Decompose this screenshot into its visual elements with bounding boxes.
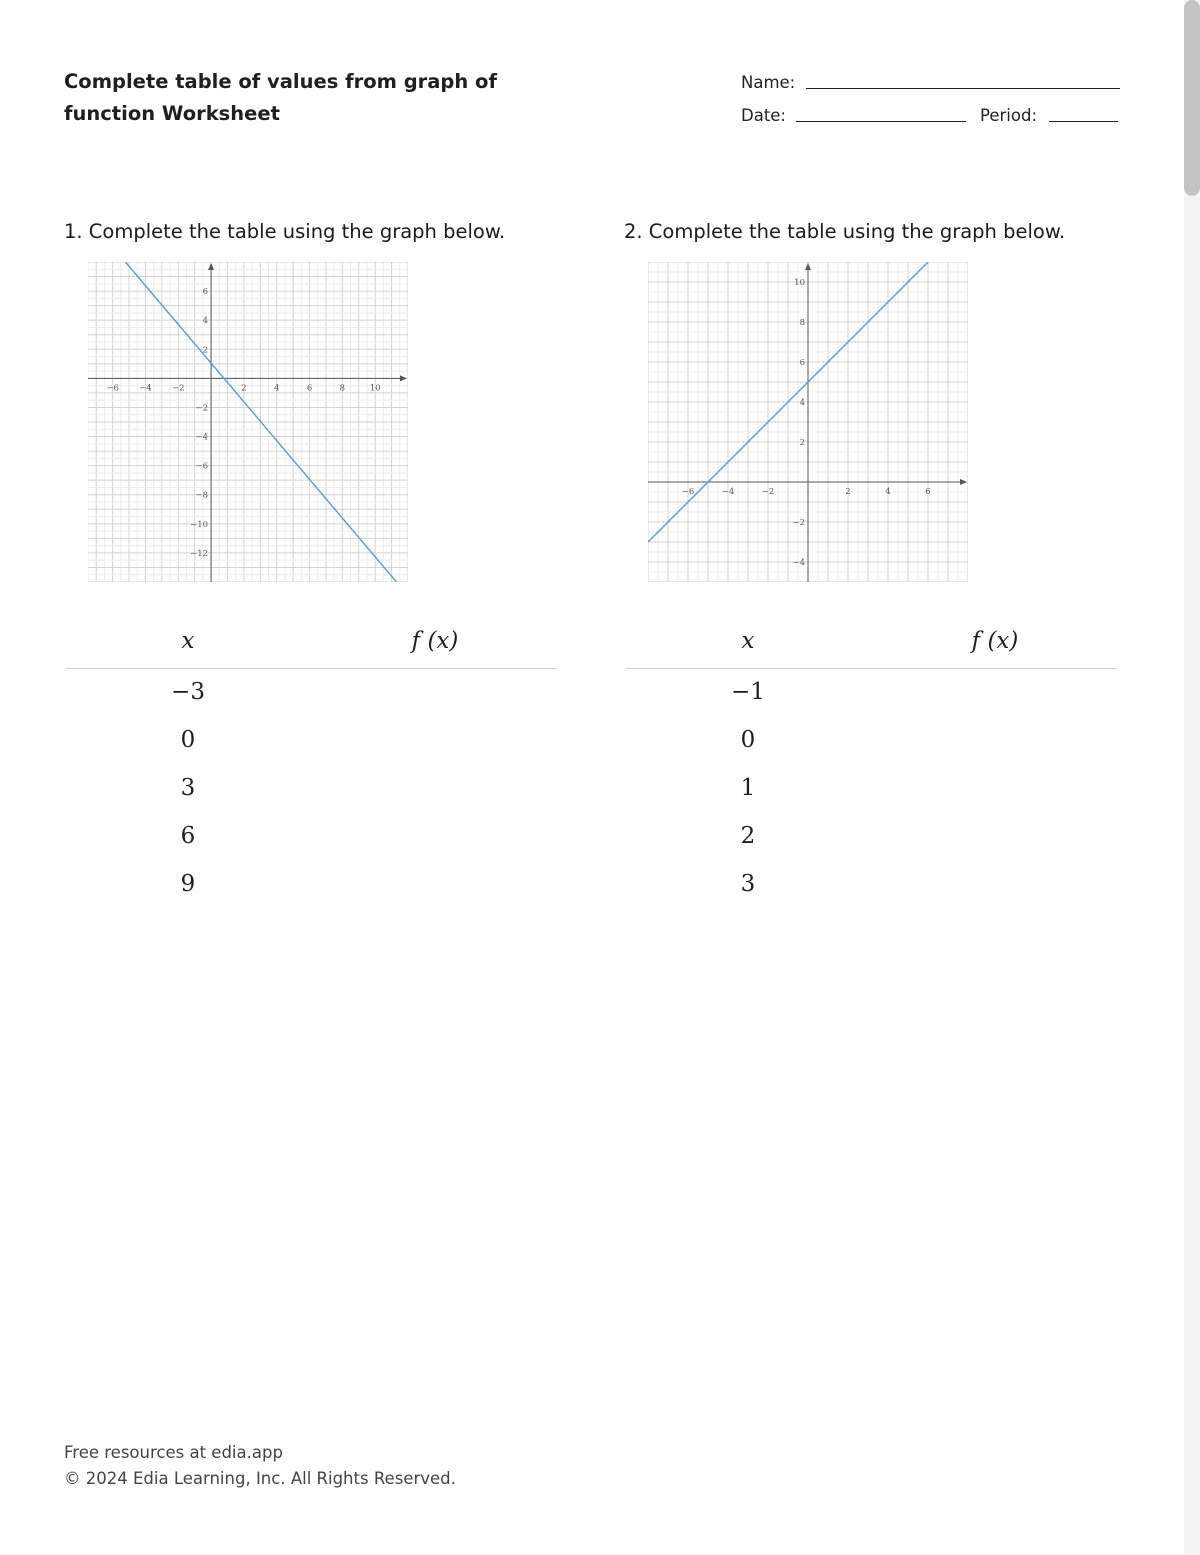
x-tick-label: −4 — [721, 487, 735, 497]
y-tick-label: −2 — [195, 403, 209, 414]
x-axis-arrow — [400, 375, 407, 381]
name-field[interactable] — [806, 88, 1120, 89]
y-tick-label: −2 — [792, 518, 805, 528]
problem-2-graph — [648, 262, 968, 582]
y-tick-label: 10 — [794, 278, 805, 288]
x-tick-label: 6 — [306, 383, 313, 394]
y-axis-arrow — [208, 263, 214, 270]
y-tick-label: 4 — [202, 316, 209, 327]
problem-2-prompt: 2. Complete the table using the graph below. — [624, 220, 1066, 243]
x-tick-label: −6 — [681, 487, 695, 497]
y-tick-label: 6 — [799, 358, 805, 368]
x-tick-label: 4 — [274, 383, 280, 394]
x-tick-label: 2 — [241, 383, 247, 394]
period-label: Period: — [980, 106, 1038, 125]
x-value: 3 — [740, 871, 756, 897]
footer-resources: Free resources at edia.app — [64, 1443, 283, 1462]
table-header — [626, 618, 1117, 669]
table-row — [66, 813, 557, 861]
y-tick-label: −10 — [190, 519, 209, 530]
x-column-header: x — [741, 628, 755, 654]
x-value: 6 — [180, 823, 196, 849]
x-tick-label: 8 — [339, 383, 346, 394]
footer-copyright: © 2024 Edia Learning, Inc. All Rights Reserved. — [64, 1469, 456, 1488]
y-tick-label: 6 — [202, 287, 209, 298]
x-axis-arrow — [960, 479, 967, 485]
date-field[interactable] — [796, 121, 966, 122]
y-tick-label: 8 — [799, 318, 805, 328]
x-tick-label: 6 — [925, 487, 931, 497]
y-tick-label: −8 — [195, 490, 209, 501]
table-row — [626, 861, 1117, 909]
table-row — [66, 861, 557, 909]
y-tick-label: 2 — [799, 438, 805, 448]
worksheet-title: Complete table of values from graph of function Worksheet — [64, 70, 497, 125]
table-row — [66, 765, 557, 813]
x-tick-label: −4 — [139, 383, 152, 394]
x-value: 2 — [740, 823, 756, 849]
fx-column-header: f (x) — [971, 628, 1019, 654]
name-label: Name: — [741, 73, 796, 92]
table-row — [66, 669, 557, 717]
problem-2-table — [626, 618, 1117, 909]
x-value: 3 — [180, 775, 196, 801]
x-tick-label: 2 — [845, 487, 851, 497]
date-label: Date: — [741, 106, 786, 125]
x-tick-label: 10 — [369, 383, 381, 394]
table-row — [626, 717, 1117, 765]
problem-1-graph — [88, 262, 408, 582]
x-value: 1 — [740, 775, 756, 801]
x-value: 0 — [180, 727, 196, 753]
footer — [64, 1440, 456, 1492]
table-row — [626, 813, 1117, 861]
y-tick-label: −6 — [195, 461, 209, 472]
table-header — [66, 618, 557, 669]
x-value: −1 — [731, 679, 765, 705]
period-field[interactable] — [1049, 121, 1118, 122]
problem-1-table — [66, 618, 557, 909]
y-tick-label: 4 — [799, 398, 805, 408]
scrollbar-thumb[interactable] — [1184, 0, 1200, 196]
x-tick-label: 4 — [885, 487, 891, 497]
x-tick-label: −6 — [106, 383, 119, 394]
x-value: 0 — [740, 727, 756, 753]
table-row — [626, 669, 1117, 717]
y-tick-label: −4 — [792, 558, 805, 568]
x-value: −3 — [171, 679, 205, 705]
problem-1-prompt: 1. Complete the table using the graph below. — [64, 220, 506, 243]
x-column-header: x — [181, 628, 195, 654]
table-row — [626, 765, 1117, 813]
x-tick-label: −2 — [761, 487, 775, 497]
y-tick-label: 2 — [202, 345, 209, 356]
x-value: 9 — [180, 871, 196, 897]
y-axis-arrow — [805, 263, 811, 270]
fx-column-header: f (x) — [411, 628, 459, 654]
y-tick-label: −12 — [190, 548, 209, 559]
x-tick-label: −2 — [171, 383, 185, 394]
y-tick-label: −4 — [195, 432, 209, 443]
scrollbar-track[interactable] — [1184, 0, 1200, 1555]
table-row — [66, 717, 557, 765]
